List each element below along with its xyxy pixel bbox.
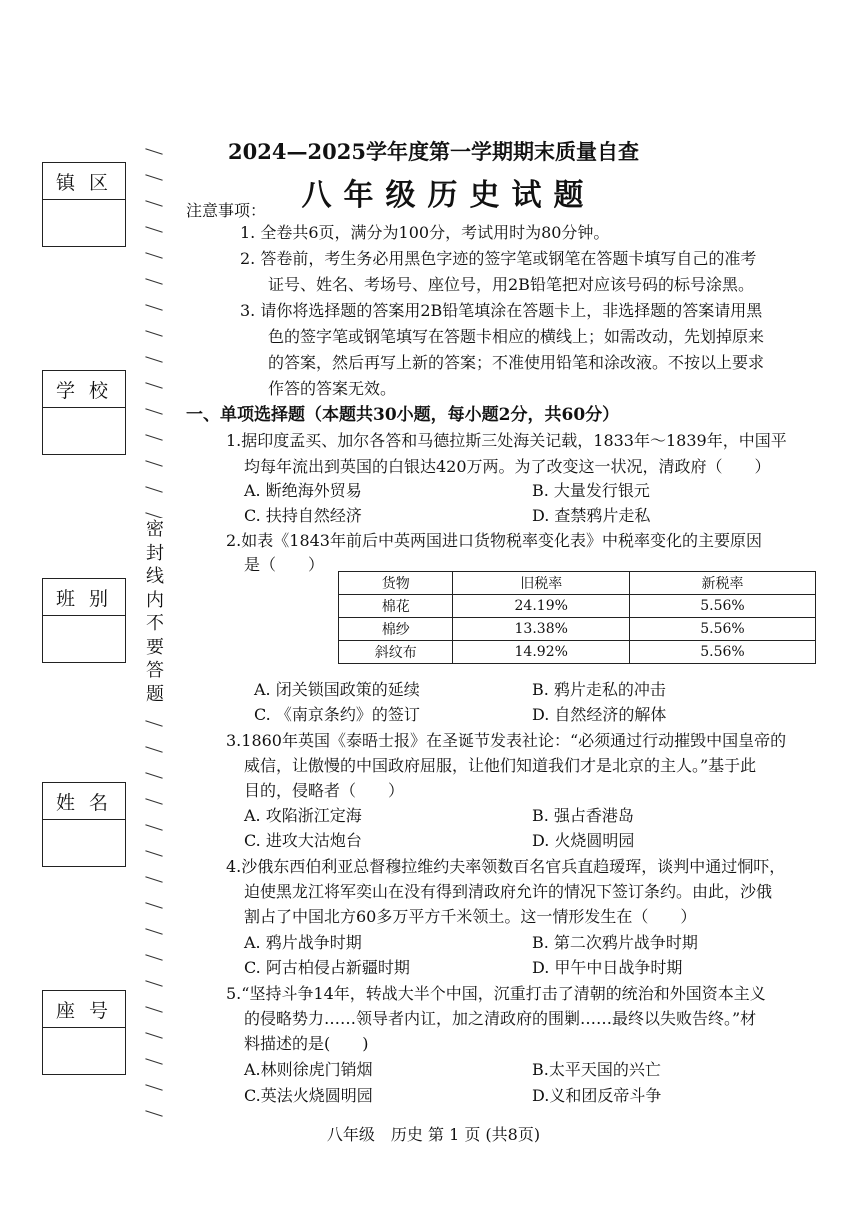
notice-line: 作答的答案无效。 bbox=[268, 379, 397, 398]
seal-char: 线 bbox=[146, 566, 164, 587]
question-1-line: 均每年流出到英国的白银达420万两。为了改变这一状况，清政府（ ） bbox=[244, 457, 771, 476]
info-box-label: 学校 bbox=[43, 371, 125, 408]
seal-dash bbox=[145, 1006, 162, 1013]
option-d: D.义和团反帝斗争 bbox=[532, 1086, 662, 1105]
option-c: C. 《南京条约》的签订 bbox=[254, 705, 420, 724]
seal-dash bbox=[145, 980, 162, 987]
seal-dash bbox=[145, 1058, 162, 1065]
question-4-line: 割占了中国北方60多万平方千米领土。这一情形发生在（ ） bbox=[244, 907, 697, 926]
seal-char: 题 bbox=[146, 683, 164, 705]
option-b: B. 强占香港岛 bbox=[532, 806, 634, 825]
notice-line: 的答案，然后再写上新的答案；不准使用铅笔和涂改液。不按以上要求 bbox=[268, 353, 765, 372]
notice-line: 3. 请你将选择题的答案用2B铅笔填涂在答题卡上，非选择题的答案请用黑 bbox=[240, 301, 763, 320]
seal-dash bbox=[145, 720, 162, 727]
seal-dash bbox=[145, 850, 162, 857]
option-a: A. 断绝海外贸易 bbox=[244, 481, 362, 500]
seal-dash bbox=[145, 772, 162, 779]
seal-dash bbox=[145, 226, 162, 233]
seal-char: 要 bbox=[146, 636, 164, 658]
table-header: 货物 bbox=[339, 572, 453, 595]
table-cell: 棉花 bbox=[339, 595, 453, 618]
page-footer: 八年级 历史 第 1 页 (共8页) bbox=[326, 1125, 541, 1144]
seal-dash bbox=[145, 460, 162, 467]
info-box-class bbox=[42, 578, 126, 663]
section-heading: 一、单项选择题（本题共30小题，每小题2分，共60分） bbox=[186, 405, 620, 425]
question-4-line: 迫使黑龙江将军奕山在没有得到清政府允许的情况下签订条约。由此，沙俄 bbox=[244, 882, 773, 901]
notice-heading: 注意事项： bbox=[186, 201, 267, 220]
seal-dash bbox=[145, 1110, 162, 1117]
option-a: A. 鸦片战争时期 bbox=[244, 933, 362, 952]
info-box-label: 姓名 bbox=[43, 783, 125, 820]
table-cell: 5.56% bbox=[629, 618, 815, 641]
seal-dash bbox=[145, 876, 162, 883]
question-3-line: 目的，侵略者（ ） bbox=[244, 781, 405, 800]
question-4-line: 4.沙俄东西伯利亚总督穆拉维约夫率领数百名官兵直趋瑷珲，谈判中通过恫吓， bbox=[226, 857, 786, 876]
question-5-line: 的侵略势力……领导者内讧，加之清政府的围剿……最终以失败告终。”材 bbox=[244, 1009, 757, 1028]
seal-char: 不 bbox=[146, 613, 164, 634]
table-header-row bbox=[339, 572, 816, 595]
seal-dash bbox=[145, 434, 162, 441]
question-3-line: 3.1860年英国《泰晤士报》在圣诞节发表社论：“必须通过行动摧毁中国皇帝的 bbox=[226, 731, 787, 750]
notice-line: 证号、姓名、考场号、座位号，用2B铅笔把对应该号码的标号涂黑。 bbox=[268, 275, 754, 294]
seal-dash bbox=[145, 798, 162, 805]
question-5-line: 料描述的是( ) bbox=[244, 1034, 369, 1053]
seal-char: 答 bbox=[146, 660, 164, 681]
question-3-line: 威信，让傲慢的中国政府屈服，让他们知道我们才是北京的主人。”基于此 bbox=[244, 756, 757, 775]
option-a: A. 攻陷浙江定海 bbox=[244, 806, 362, 825]
table-header: 新税率 bbox=[629, 572, 815, 595]
table-header: 旧税率 bbox=[453, 572, 629, 595]
info-box-label: 班别 bbox=[43, 579, 125, 616]
table-cell: 斜纹布 bbox=[339, 641, 453, 664]
option-a: A. 闭关锁国政策的延续 bbox=[254, 680, 420, 699]
table-cell: 24.19% bbox=[453, 595, 629, 618]
info-box-label: 座号 bbox=[43, 991, 125, 1028]
seal-dash bbox=[145, 356, 162, 363]
info-box-school bbox=[42, 370, 126, 455]
seal-dash bbox=[145, 304, 162, 311]
option-b: B. 大量发行银元 bbox=[532, 481, 650, 500]
table-cell: 13.38% bbox=[453, 618, 629, 641]
seal-dash bbox=[145, 824, 162, 831]
info-box-seat bbox=[42, 990, 126, 1075]
exam-subtitle: 八年级历史试题 bbox=[301, 178, 596, 213]
question-2-line: 2.如表《1843年前后中英两国进口货物税率变化表》中税率变化的主要原因 bbox=[226, 531, 762, 550]
option-c: C.英法火烧圆明园 bbox=[244, 1086, 373, 1105]
table-row bbox=[339, 595, 816, 618]
option-c: C. 扶持自然经济 bbox=[244, 506, 362, 525]
info-box-name bbox=[42, 782, 126, 867]
option-d: D. 查禁鸦片走私 bbox=[532, 506, 651, 525]
seal-dash bbox=[145, 746, 162, 753]
option-b: B.太平天国的兴亡 bbox=[532, 1060, 661, 1079]
tax-rate-table bbox=[338, 571, 816, 664]
seal-char: 封 bbox=[146, 542, 164, 564]
seal-char: 密 bbox=[146, 519, 164, 540]
seal-char: 内 bbox=[146, 589, 164, 611]
table-cell: 棉纱 bbox=[339, 618, 453, 641]
seal-dash bbox=[145, 330, 162, 337]
notice-line: 2. 答卷前，考生务必用黑色字迹的签字笔或钢笔在答题卡填写自己的准考 bbox=[240, 249, 757, 268]
seal-dash bbox=[145, 252, 162, 259]
option-a: A.林则徐虎门销烟 bbox=[244, 1060, 373, 1079]
seal-line-text bbox=[145, 518, 165, 706]
option-b: B. 鸦片走私的冲击 bbox=[532, 680, 666, 699]
table-cell: 5.56% bbox=[629, 595, 815, 618]
seal-dash bbox=[145, 1084, 162, 1091]
seal-dash bbox=[145, 278, 162, 285]
info-box-label: 镇区 bbox=[43, 163, 125, 200]
seal-dash bbox=[145, 902, 162, 909]
seal-dash bbox=[145, 408, 162, 415]
table-row bbox=[339, 618, 816, 641]
table-row bbox=[339, 641, 816, 664]
option-d: D. 自然经济的解体 bbox=[532, 705, 667, 724]
exam-title: 2024—2025学年度第一学期期末质量自查 bbox=[228, 139, 639, 164]
question-5-line: 5.“坚持斗争14年，转战大半个中国，沉重打击了清朝的统治和外国资本主义 bbox=[226, 984, 766, 1003]
option-b: B. 第二次鸦片战争时期 bbox=[532, 933, 698, 952]
option-c: C. 进攻大沽炮台 bbox=[244, 831, 362, 850]
table-cell: 5.56% bbox=[629, 641, 815, 664]
option-d: D. 火烧圆明园 bbox=[532, 831, 635, 850]
option-d: D. 甲午中日战争时期 bbox=[532, 958, 683, 977]
seal-dash bbox=[145, 954, 162, 961]
question-1-line: 1.据印度孟买、加尔各答和马德拉斯三处海关记载，1833年～1839年，中国平 bbox=[226, 431, 787, 450]
question-2-line: 是（ ） bbox=[244, 555, 325, 574]
seal-dash bbox=[145, 382, 162, 389]
seal-dash bbox=[145, 1032, 162, 1039]
seal-dash bbox=[145, 928, 162, 935]
notice-line: 色的签字笔或钢笔填写在答题卡相应的横线上；如需改动，先划掉原来 bbox=[268, 327, 765, 346]
seal-dash bbox=[145, 486, 162, 493]
notice-line: 1. 全卷共6页，满分为100分，考试用时为80分钟。 bbox=[240, 223, 610, 242]
option-c: C. 阿古柏侵占新疆时期 bbox=[244, 958, 410, 977]
table-cell: 14.92% bbox=[453, 641, 629, 664]
